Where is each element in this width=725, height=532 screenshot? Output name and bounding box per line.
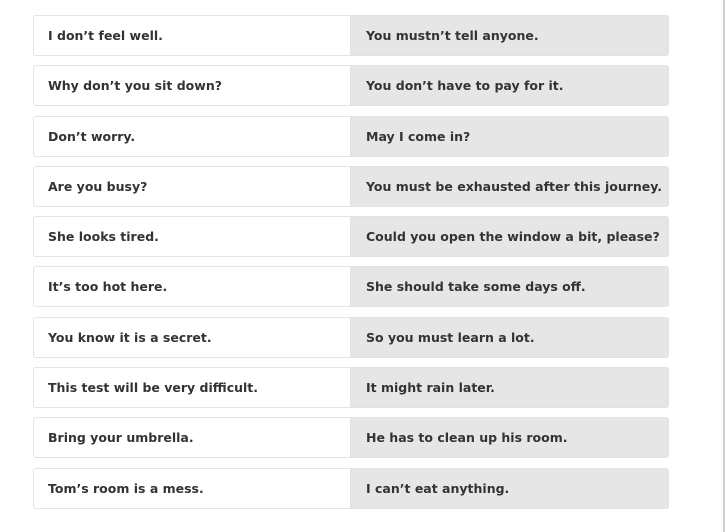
match-row <box>33 266 669 307</box>
answer-tile[interactable]: She should take some days off. <box>350 266 669 307</box>
prompt-cell: She looks tired. <box>33 216 350 257</box>
answer-tile[interactable]: You mustn’t tell anyone. <box>350 15 669 56</box>
match-row <box>33 216 669 257</box>
answer-tile[interactable]: I can’t eat anything. <box>350 468 669 509</box>
prompt-cell: Are you busy? <box>33 166 350 207</box>
matching-exercise <box>33 15 669 518</box>
answer-tile[interactable]: You must be exhausted after this journey. <box>350 166 669 207</box>
match-row <box>33 417 669 458</box>
prompt-cell: I don’t feel well. <box>33 15 350 56</box>
match-row <box>33 317 669 358</box>
prompt-cell: This test will be very difficult. <box>33 367 350 408</box>
prompt-cell: It’s too hot here. <box>33 266 350 307</box>
match-row <box>33 367 669 408</box>
answer-tile[interactable]: You don’t have to pay for it. <box>350 65 669 106</box>
answer-tile[interactable]: So you must learn a lot. <box>350 317 669 358</box>
match-row <box>33 116 669 157</box>
answer-tile[interactable]: He has to clean up his room. <box>350 417 669 458</box>
prompt-cell: Why don’t you sit down? <box>33 65 350 106</box>
answer-tile[interactable]: Could you open the window a bit, please? <box>350 216 669 257</box>
match-row <box>33 15 669 56</box>
match-row <box>33 65 669 106</box>
match-row <box>33 166 669 207</box>
prompt-cell: You know it is a secret. <box>33 317 350 358</box>
match-row <box>33 468 669 509</box>
answer-tile[interactable]: May I come in? <box>350 116 669 157</box>
prompt-cell: Bring your umbrella. <box>33 417 350 458</box>
prompt-cell: Tom’s room is a mess. <box>33 468 350 509</box>
answer-tile[interactable]: It might rain later. <box>350 367 669 408</box>
prompt-cell: Don’t worry. <box>33 116 350 157</box>
